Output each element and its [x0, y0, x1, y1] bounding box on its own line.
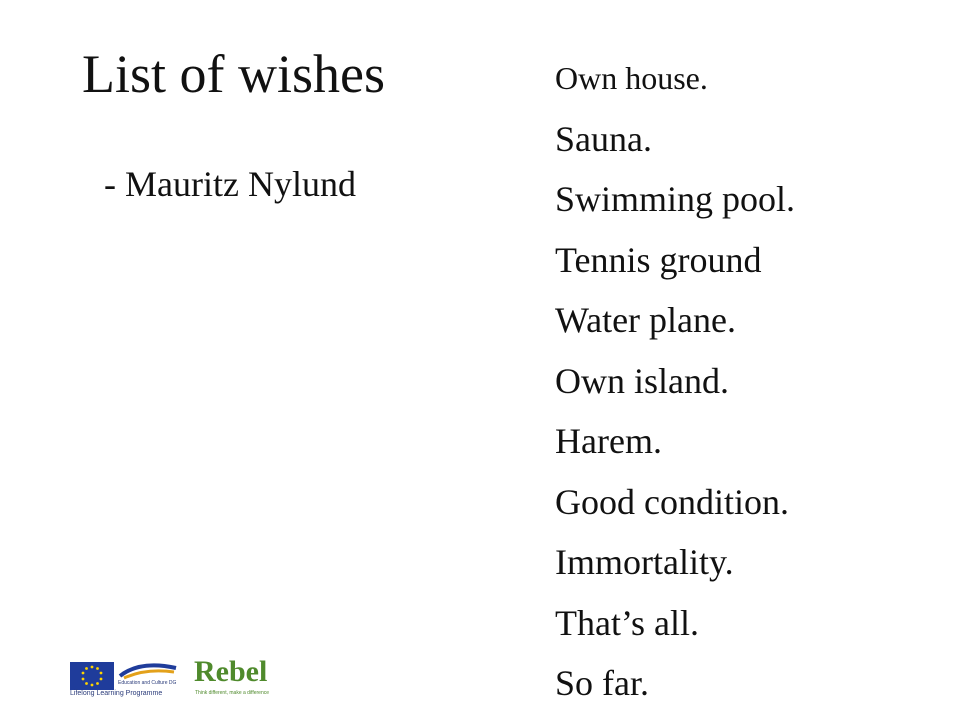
list-item: Own house.	[555, 60, 708, 96]
eu-caption: Lifelong Learning Programme	[70, 690, 163, 697]
education-swoosh-icon	[118, 662, 178, 680]
list-item: Immortality.	[555, 542, 734, 582]
list-item: That’s all.	[555, 602, 699, 643]
list-item: So far.	[555, 663, 649, 703]
list-item: Harem.	[555, 421, 662, 461]
wish-list	[555, 48, 795, 714]
list-item: Own island.	[555, 360, 729, 401]
author-attribution: - Mauritz Nylund	[104, 164, 356, 204]
slide-title: List of wishes	[82, 44, 385, 104]
education-caption: Education and Culture DG	[118, 680, 177, 686]
list-item: Water plane.	[555, 300, 737, 340]
eu-flag-logo	[70, 662, 114, 690]
list-item: Good condition.	[555, 481, 789, 522]
list-item: Tennis ground	[555, 239, 762, 280]
rebel-tagline: Think different, make a difference	[195, 690, 270, 696]
list-item: Sauna.	[555, 118, 652, 159]
list-item: Swimming pool.	[555, 179, 796, 219]
footer-logos	[70, 656, 284, 702]
rebel-logo: Rebel	[194, 655, 268, 688]
